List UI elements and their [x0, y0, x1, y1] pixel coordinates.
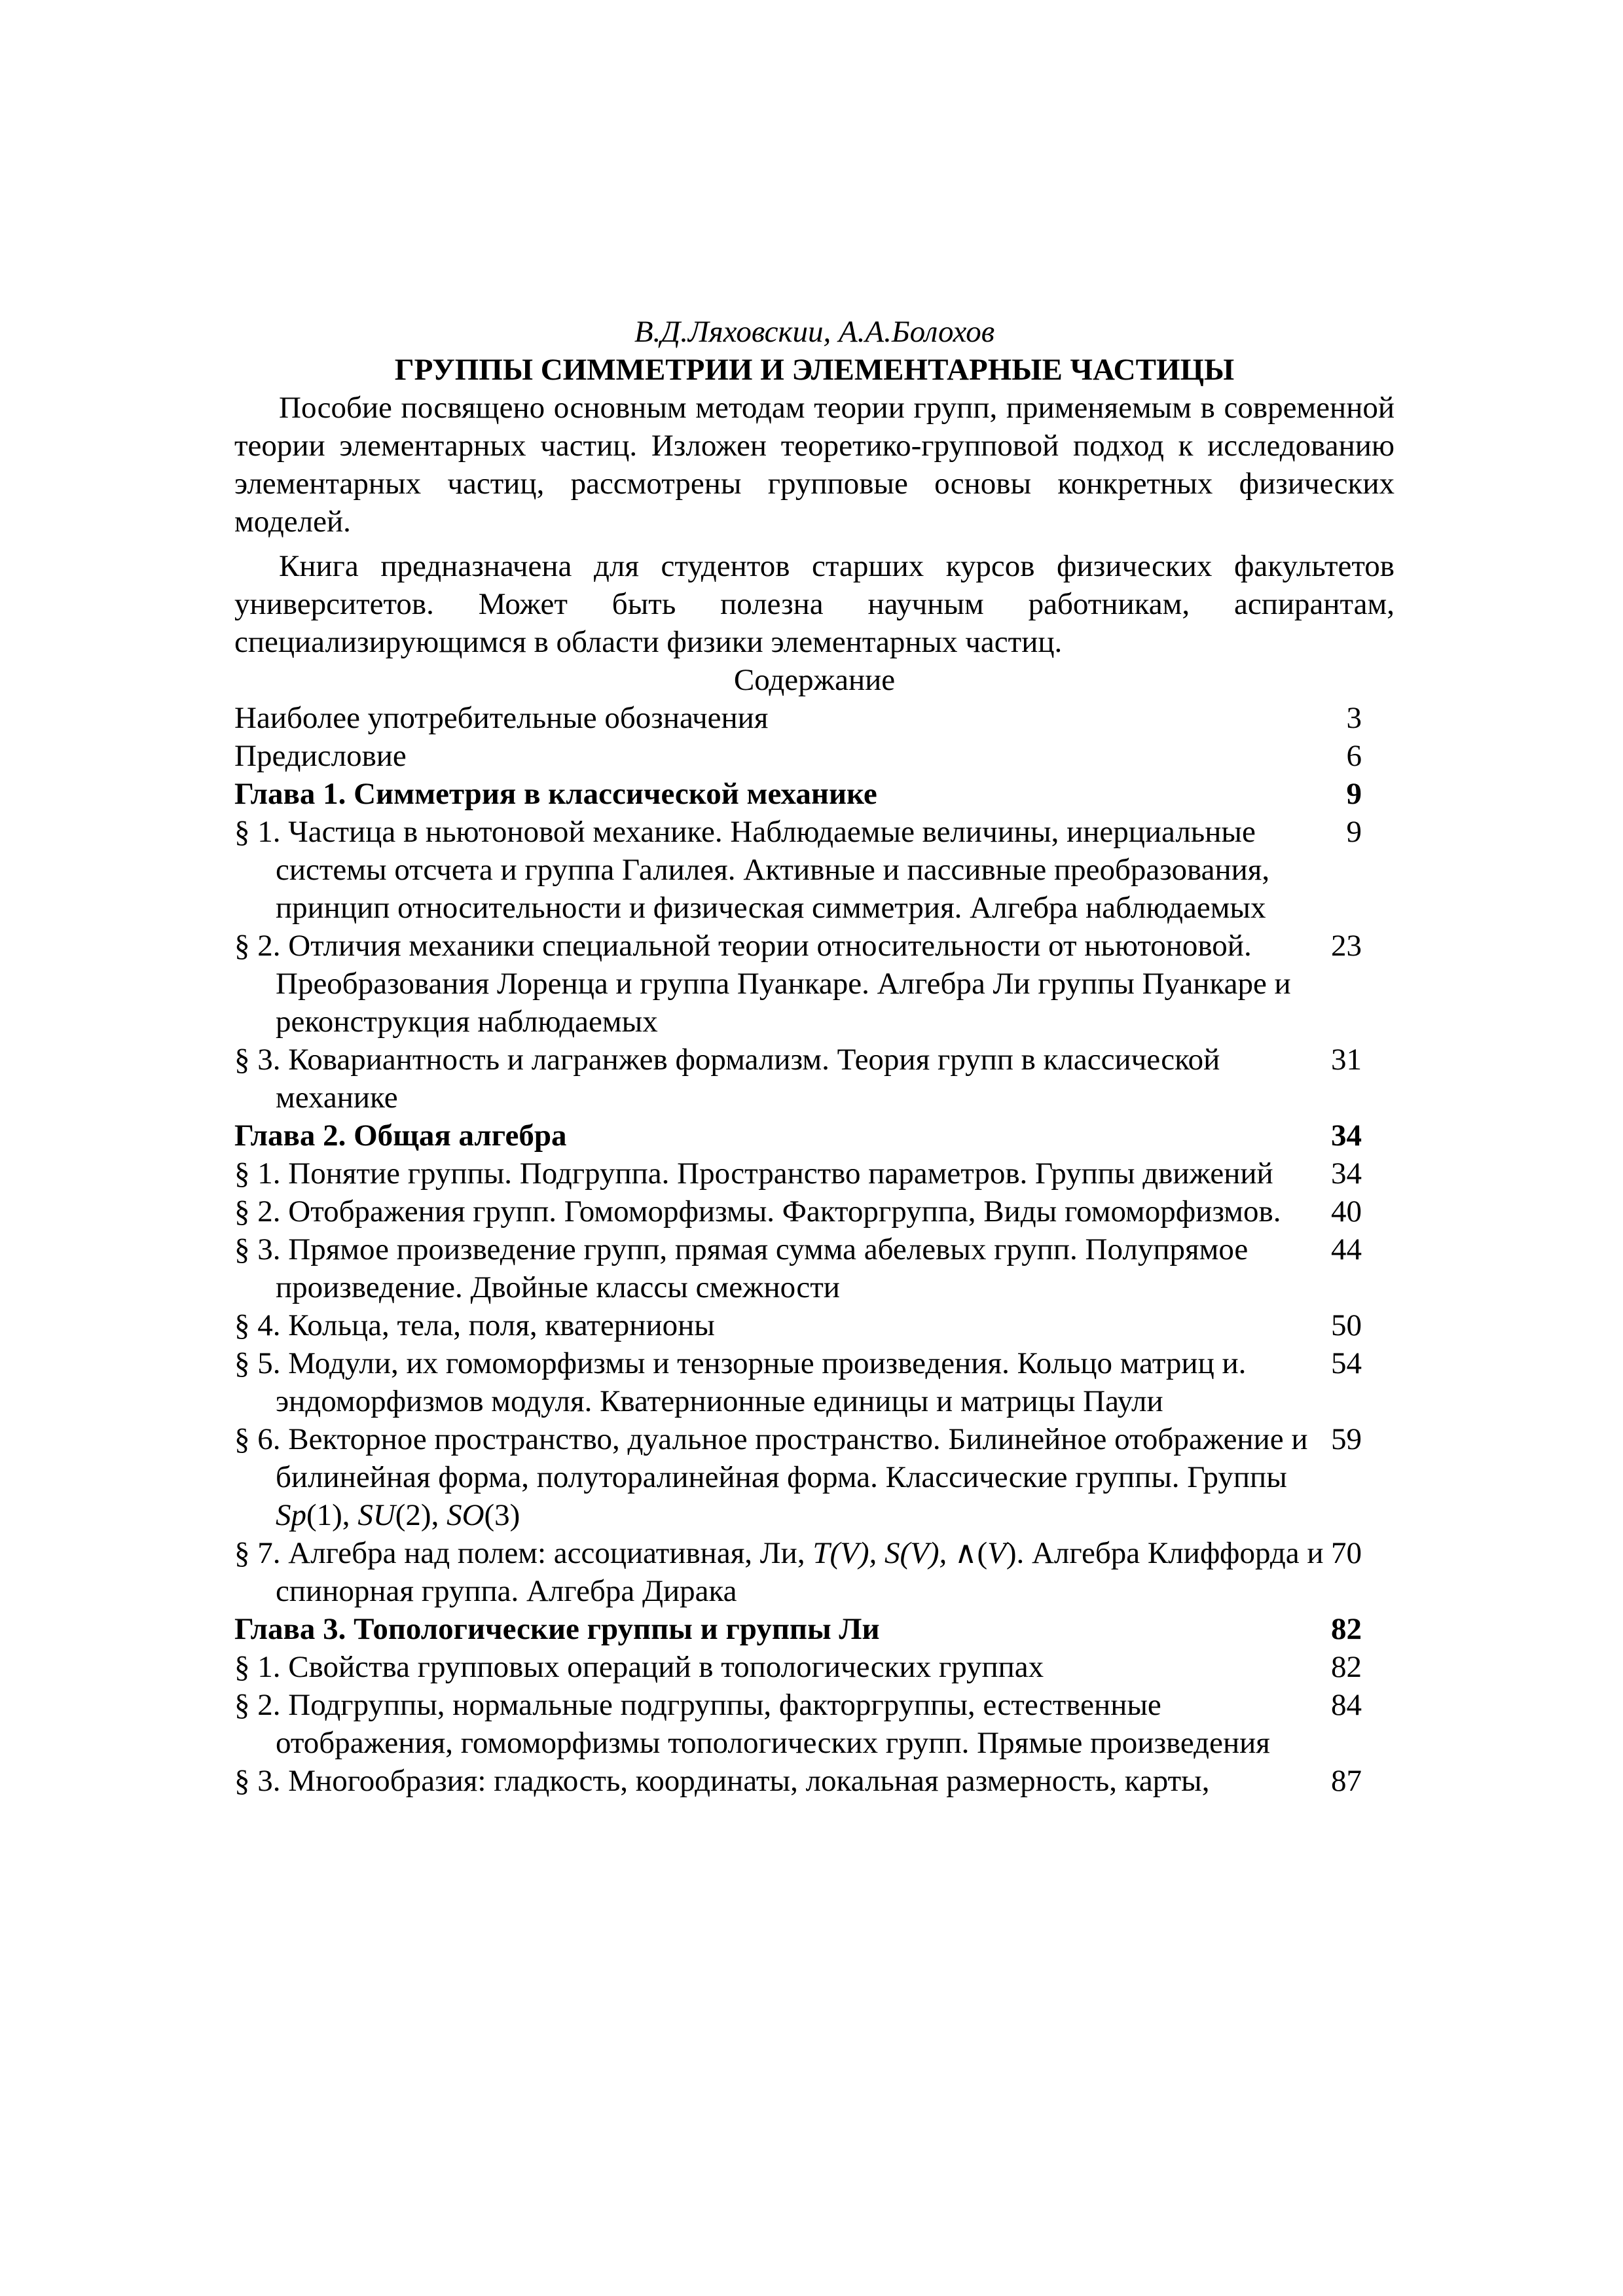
- toc-entry-page: 23: [1331, 929, 1362, 963]
- algebra-symbol: V: [910, 1536, 929, 1570]
- toc-chapter-2: [234, 1117, 1395, 1155]
- authors: В.Д.Ляховскии, А.А.Болохов: [634, 315, 995, 349]
- toc-entry-page: 31: [1331, 1043, 1362, 1077]
- toc-text-part: ). Алгебра Клиффорда и спинорная группа. Алгебра Дирака: [276, 1536, 1324, 1608]
- toc-entry-page: 9: [1346, 815, 1362, 849]
- toc-entry-page: 59: [1331, 1422, 1362, 1456]
- algebra-symbol: T: [812, 1536, 830, 1570]
- toc-entry-title: § 2. Отображения групп. Гомоморфизмы. Факторгруппа, Виды гомоморфизмов.: [234, 1194, 1281, 1229]
- algebra-symbol: S: [884, 1536, 900, 1570]
- toc-chapter-1: [234, 775, 1395, 813]
- chapter-page: 82: [1331, 1612, 1362, 1646]
- toc-chapter-3: [234, 1610, 1395, 1648]
- toc-entry-title: Наиболее употребительные обозначения: [234, 701, 769, 735]
- toc-text-part: (3): [484, 1498, 520, 1532]
- toc-entry-page: 87: [1331, 1764, 1362, 1798]
- toc-entry-title: § 3. Ковариантность и лагранжев формализм. Теория групп в классической механике: [234, 1043, 1220, 1115]
- book-title: ГРУППЫ СИММЕТРИИ И ЭЛЕМЕНТАРНЫЕ ЧАСТИЦЫ: [394, 353, 1235, 387]
- toc-entry-title: § 3. Многообразия: гладкость, координаты, локальная размерность, карты,: [234, 1764, 1210, 1798]
- algebra-symbol: V: [840, 1536, 859, 1570]
- toc-text-part: ∧(: [947, 1536, 988, 1570]
- toc-entry-title: § 1. Понятие группы. Подгруппа. Пространство параметров. Группы движений: [234, 1157, 1273, 1191]
- toc-entry: [234, 927, 1395, 1041]
- toc-entry-title: [234, 1534, 1331, 1610]
- toc-text-part: ),: [928, 1536, 947, 1570]
- chapter-page: 34: [1331, 1119, 1362, 1153]
- group-symbol: Sp: [276, 1498, 306, 1532]
- toc-entry: [234, 1534, 1395, 1610]
- toc-entry: [234, 1686, 1395, 1762]
- group-symbol: SU: [357, 1498, 395, 1532]
- toc-entry: [234, 813, 1395, 927]
- toc-text-part: ): [858, 1536, 869, 1570]
- toc-text-part: ,: [869, 1536, 885, 1570]
- abstract-paragraph-1: Пособие посвящено основным методам теории групп, применяемым в современной теории элементарных частиц. Изложен теоретико-групповой подход к исследованию элементарных частиц, рассмотрены групповые основы конкретных физических моделей.: [234, 391, 1395, 539]
- chapter-title: Глава 1. Симметрия в классической механике: [234, 777, 877, 811]
- toc-entry-title: § 3. Прямое произведение групп, прямая сумма абелевых групп. Полупрямое произведение. Двойные классы смежности: [234, 1232, 1249, 1304]
- chapter-title: Глава 2. Общая алгебра: [234, 1119, 567, 1153]
- page-content: [234, 313, 1395, 1800]
- toc-entry-page: 70: [1331, 1536, 1362, 1570]
- toc-entry-title: § 1. Свойства групповых операций в топологических группах: [234, 1650, 1044, 1684]
- toc-text-part: (: [900, 1536, 911, 1570]
- toc-entry-page: 34: [1331, 1157, 1362, 1191]
- toc-heading: Содержание: [733, 663, 896, 697]
- toc-entry: [234, 1762, 1395, 1800]
- toc-text-part: (: [830, 1536, 841, 1570]
- toc-entry-page: 54: [1331, 1346, 1362, 1380]
- toc-entry: [234, 1230, 1395, 1306]
- toc-entry-title: § 2. Подгруппы, нормальные подгруппы, факторгруппы, естественные отображения, гомоморфизмы топологических групп. Прямые произведения: [234, 1688, 1270, 1760]
- toc-entry: [234, 737, 1395, 775]
- toc-entry-page: 50: [1331, 1308, 1362, 1342]
- toc-entry-title: § 2. Отличия механики специальной теории относительности от ньютоновой. Преобразования Лоренца и группа Пуанкаре. Алгебра Ли группы Пуанкаре и реконструкция наблюдаемых: [234, 929, 1291, 1039]
- toc-entry-title: § 4. Кольца, тела, поля, кватернионы: [234, 1308, 715, 1342]
- toc-entry: [234, 1648, 1395, 1686]
- toc-text-part: § 6. Векторное пространство, дуальное пространство. Билинейное отображение и билинейная форма, полуторалинейная форма. Классические группы. Группы: [234, 1422, 1308, 1494]
- toc-entry-page: 40: [1331, 1194, 1362, 1229]
- toc-entry: [234, 1420, 1395, 1534]
- algebra-symbol: V: [987, 1536, 1006, 1570]
- toc-entry-title: § 5. Модули, их гомоморфизмы и тензорные произведения. Кольцо матриц и. эндоморфизмов модуля. Кватернионные единицы и матрицы Паули: [234, 1346, 1247, 1418]
- toc-text-part: (1),: [306, 1498, 358, 1532]
- group-symbol: SO: [447, 1498, 484, 1532]
- toc-text-part: § 7. Алгебра над полем: ассоциативная, Ли,: [234, 1536, 813, 1570]
- toc-entry-title: § 1. Частица в ньютоновой механике. Наблюдаемые величины, инерциальные системы отсчета и группа Галилея. Активные и пассивные преобразования, принцип относительности и физическая симметрия. Алгебра наблюдаемых: [234, 815, 1270, 925]
- table-of-contents: [234, 699, 1395, 1800]
- toc-entry-title: Предисловие: [234, 739, 407, 773]
- toc-entry-page: 82: [1331, 1650, 1362, 1684]
- toc-entry: [234, 1193, 1395, 1230]
- toc-entry: [234, 1344, 1395, 1420]
- toc-entry-page: 3: [1346, 701, 1362, 735]
- toc-entry: [234, 699, 1395, 737]
- toc-entry: [234, 1306, 1395, 1344]
- toc-entry-title: [234, 1420, 1331, 1534]
- toc-entry-page: 84: [1331, 1688, 1362, 1722]
- abstract-paragraph-2: Книга предназначена для студентов старших курсов физических факультетов университетов. Может быть полезна научным работникам, аспирантам, специализирующимся в области физики элементарных частиц.: [234, 549, 1395, 659]
- toc-entry: [234, 1155, 1395, 1193]
- chapter-title: Глава 3. Топологические группы и группы Ли: [234, 1612, 880, 1646]
- toc-text-part: (2),: [395, 1498, 447, 1532]
- chapter-page: 9: [1346, 777, 1362, 811]
- toc-entry: [234, 1041, 1395, 1117]
- toc-entry-page: 6: [1346, 739, 1362, 773]
- toc-entry-page: 44: [1331, 1232, 1362, 1266]
